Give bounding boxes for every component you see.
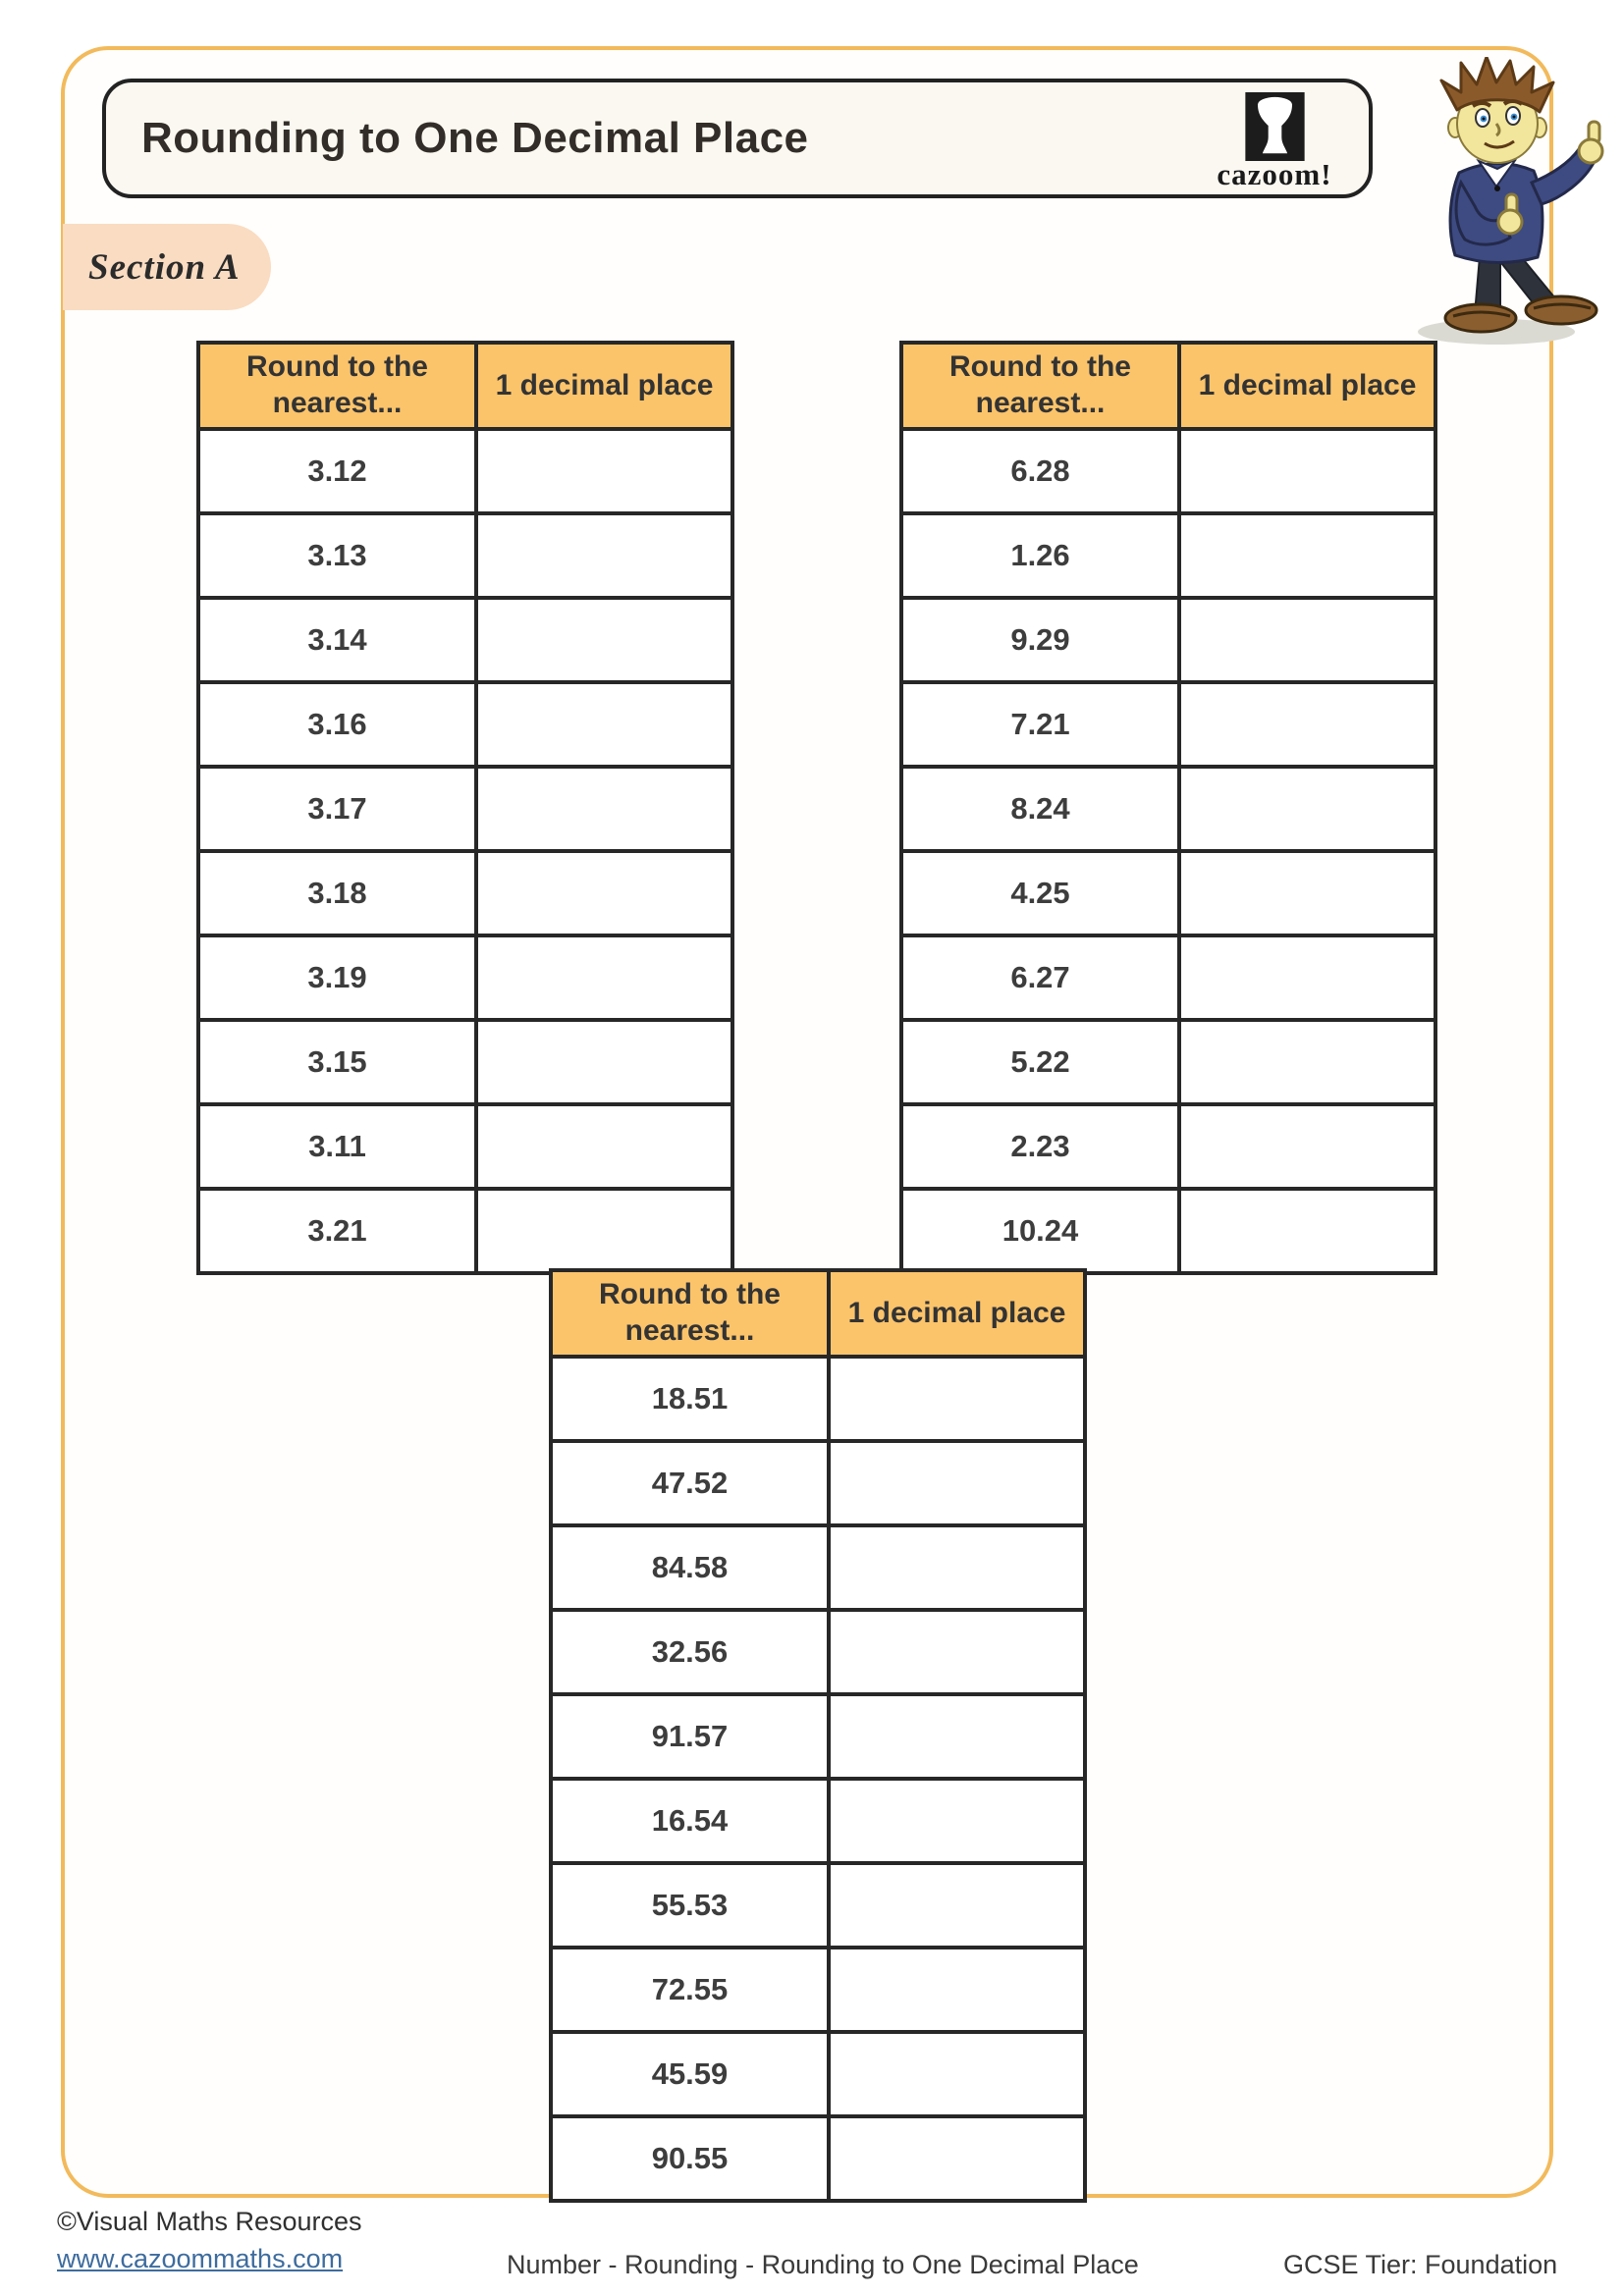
value-cell: 4.25 (901, 851, 1179, 935)
answer-cell (476, 1104, 732, 1189)
value-cell: 32.56 (551, 1610, 829, 1694)
value-cell: 7.21 (901, 682, 1179, 767)
value-cell: 91.57 (551, 1694, 829, 1779)
section-a-text: Section A (88, 246, 241, 288)
column-header-round: Round to the nearest... (198, 343, 476, 429)
answer-cell (476, 1189, 732, 1273)
table-row (198, 851, 732, 935)
table-row (551, 1525, 1085, 1610)
answer-cell (1179, 1104, 1435, 1189)
table-row (901, 935, 1435, 1020)
table-row (551, 1610, 1085, 1694)
table-row (551, 1357, 1085, 1441)
table-row (901, 682, 1435, 767)
value-cell: 47.52 (551, 1441, 829, 1525)
value-cell: 55.53 (551, 1863, 829, 1948)
answer-cell (829, 1441, 1085, 1525)
value-cell: 3.13 (198, 513, 476, 598)
answer-cell (829, 2032, 1085, 2116)
table-row (901, 513, 1435, 598)
table-row (551, 1694, 1085, 1779)
table-row (198, 1189, 732, 1273)
answer-cell (1179, 513, 1435, 598)
value-cell: 5.22 (901, 1020, 1179, 1104)
answer-cell (829, 1694, 1085, 1779)
answer-cell (1179, 598, 1435, 682)
table-row (901, 767, 1435, 851)
answer-cell (829, 1525, 1085, 1610)
value-cell: 10.24 (901, 1189, 1179, 1273)
answer-cell (476, 1020, 732, 1104)
table-row (198, 682, 732, 767)
table-row (551, 1779, 1085, 1863)
table-row (901, 851, 1435, 935)
cazoom-logo (1211, 92, 1338, 192)
answer-cell (1179, 429, 1435, 513)
value-cell: 8.24 (901, 767, 1179, 851)
value-cell: 3.14 (198, 598, 476, 682)
table-row (551, 1948, 1085, 2032)
answer-cell (476, 851, 732, 935)
answer-cell (476, 767, 732, 851)
footer-website-link[interactable]: www.cazoommaths.com (57, 2244, 344, 2273)
table-row (551, 1441, 1085, 1525)
answer-cell (1179, 935, 1435, 1020)
page-title: Rounding to One Decimal Place (141, 114, 809, 162)
title-banner (102, 79, 1373, 198)
table-row (198, 598, 732, 682)
answer-cell (829, 2116, 1085, 2201)
value-cell: 90.55 (551, 2116, 829, 2201)
answer-cell (1179, 682, 1435, 767)
table-row (551, 2116, 1085, 2201)
value-cell: 3.19 (198, 935, 476, 1020)
value-cell: 6.28 (901, 429, 1179, 513)
table-row (901, 1104, 1435, 1189)
table-row (198, 1104, 732, 1189)
logo-wordmark: cazoom! (1217, 157, 1332, 191)
answer-cell (476, 682, 732, 767)
column-header-round: Round to the nearest... (551, 1270, 829, 1357)
table-row (198, 513, 732, 598)
value-cell: 3.15 (198, 1020, 476, 1104)
value-cell: 45.59 (551, 2032, 829, 2116)
footer-topic-breadcrumb: Number - Rounding - Rounding to One Decimal Place (507, 2250, 1139, 2279)
answer-cell (476, 935, 732, 1020)
mascot-boy-illustration (1396, 57, 1610, 349)
table-header-row (901, 343, 1435, 429)
answer-cell (829, 1779, 1085, 1863)
answer-cell (476, 513, 732, 598)
table-row (901, 1189, 1435, 1273)
column-header-round: Round to the nearest... (901, 343, 1179, 429)
value-cell: 9.29 (901, 598, 1179, 682)
value-cell: 6.27 (901, 935, 1179, 1020)
answer-cell (1179, 1020, 1435, 1104)
table-row (551, 1863, 1085, 1948)
value-cell: 3.16 (198, 682, 476, 767)
value-cell: 3.17 (198, 767, 476, 851)
rounding-table-2 (899, 341, 1437, 1275)
section-a-label (63, 224, 271, 310)
table-row (901, 429, 1435, 513)
table-row (901, 1020, 1435, 1104)
value-cell: 1.26 (901, 513, 1179, 598)
djembe-drum-icon (1245, 92, 1305, 161)
footer-tier-label: GCSE Tier: Foundation (1283, 2250, 1558, 2279)
answer-cell (1179, 1189, 1435, 1273)
table-row (198, 935, 732, 1020)
answer-cell (829, 1863, 1085, 1948)
table-row (198, 767, 732, 851)
answer-cell (829, 1610, 1085, 1694)
value-cell: 2.23 (901, 1104, 1179, 1189)
table-header-row (198, 343, 732, 429)
column-header-place: 1 decimal place (1179, 343, 1435, 429)
value-cell: 3.12 (198, 429, 476, 513)
answer-cell (476, 598, 732, 682)
rounding-table-3 (549, 1268, 1087, 2203)
table-row (198, 429, 732, 513)
column-header-place: 1 decimal place (476, 343, 732, 429)
value-cell: 3.21 (198, 1189, 476, 1273)
answer-cell (829, 1948, 1085, 2032)
answer-cell (829, 1357, 1085, 1441)
table-header-row (551, 1270, 1085, 1357)
rounding-table-1 (196, 341, 734, 1275)
table-row (901, 598, 1435, 682)
value-cell: 16.54 (551, 1779, 829, 1863)
value-cell: 18.51 (551, 1357, 829, 1441)
answer-cell (476, 429, 732, 513)
table-row (198, 1020, 732, 1104)
value-cell: 3.18 (198, 851, 476, 935)
answer-cell (1179, 851, 1435, 935)
table-row (551, 2032, 1085, 2116)
value-cell: 3.11 (198, 1104, 476, 1189)
value-cell: 84.58 (551, 1525, 829, 1610)
value-cell: 72.55 (551, 1948, 829, 2032)
column-header-place: 1 decimal place (829, 1270, 1085, 1357)
footer-copyright: ©Visual Maths Resources (57, 2207, 362, 2236)
answer-cell (1179, 767, 1435, 851)
